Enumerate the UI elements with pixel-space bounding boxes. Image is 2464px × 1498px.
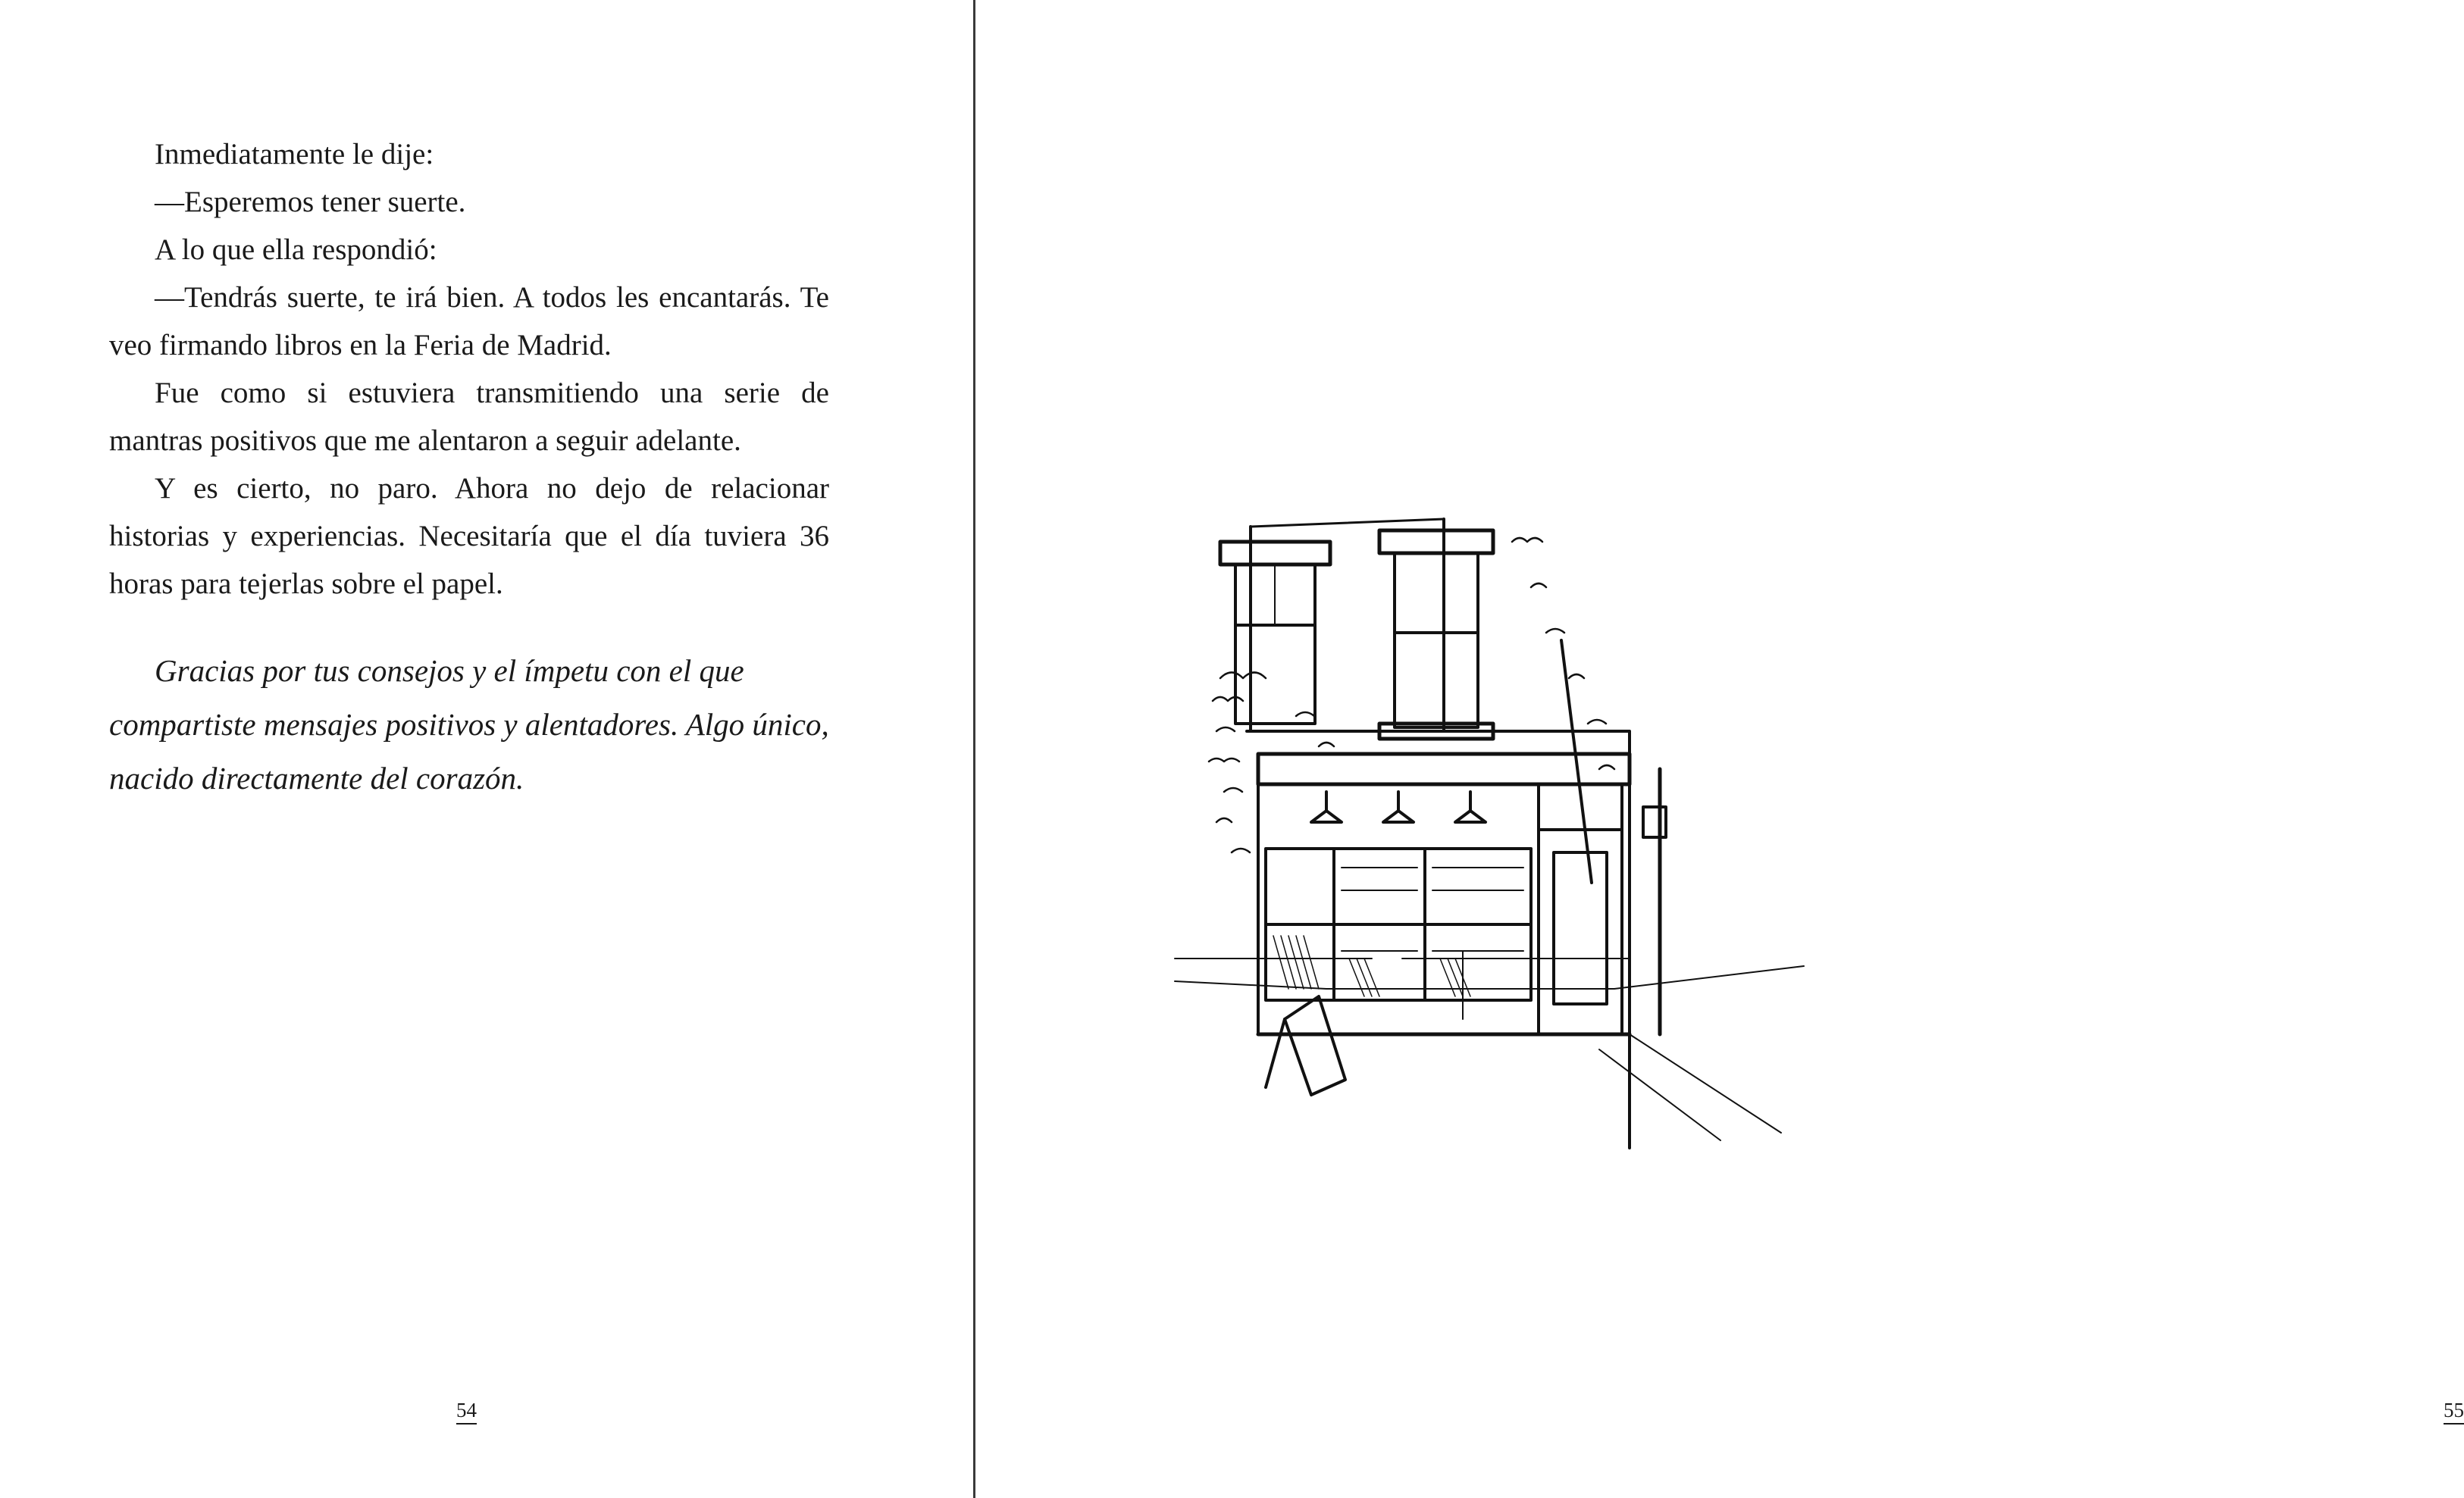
page-number-left: 54 (456, 1399, 477, 1425)
paragraph: Y es cierto, no paro. Ahora no dejo de relacionar historias y experiencias. Necesitaría que el día tuviera 36 horas para tejerlas sobre el papel. (109, 472, 829, 600)
bookstore-illustration (1175, 504, 1804, 1148)
dedication-paragraph: Gracias por tus consejos y el ímpetu con el que compartiste mensajes positivos y alentadores. Algo único, nacido directamente del corazón. (109, 653, 829, 796)
page-number-right: 55 (2444, 1399, 2464, 1425)
paragraph: Fue como si estuviera transmitiendo una serie de mantras positivos que me alentaron a seguir adelante. (109, 377, 829, 457)
paragraph: Inmediatamente le dije: (155, 138, 434, 170)
paragraph: —Tendrás suerte, te irá bien. A todos les encantarás. Te veo firmando libros en la Feria de Madrid. (109, 281, 829, 361)
left-page (0, 0, 973, 1498)
dedication-text (109, 644, 837, 805)
paragraph: —Esperemos tener suerte. (155, 186, 466, 218)
paragraph: A lo que ella respondió: (155, 233, 437, 266)
body-text (109, 130, 829, 608)
book-gutter (973, 0, 975, 1498)
